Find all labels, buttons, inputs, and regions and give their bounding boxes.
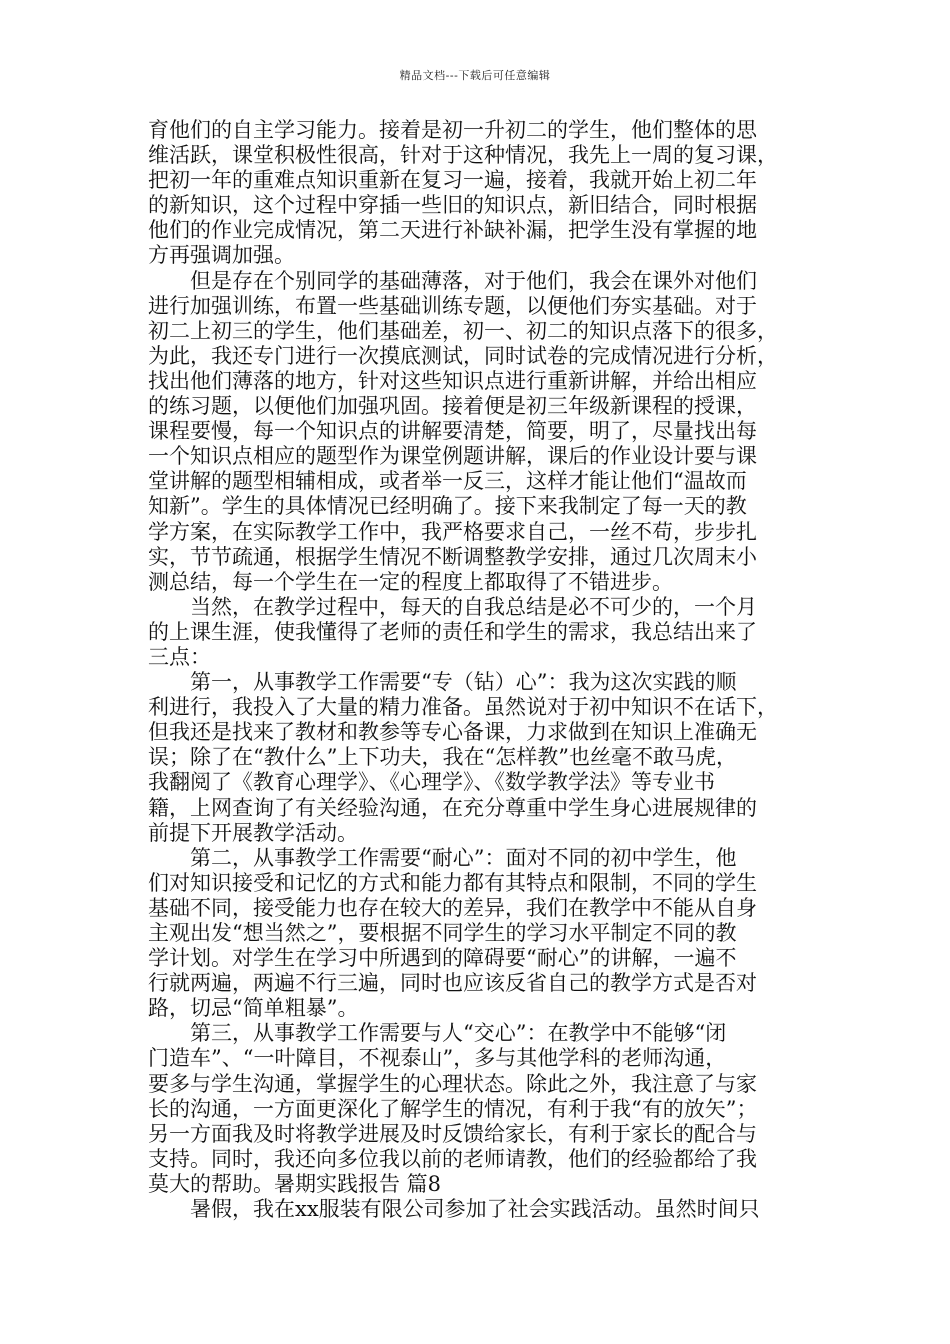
paragraph-first-line: 第二，从事教学工作需要“耐心”：面对不同的初中学生，他 bbox=[190, 845, 737, 870]
text-line: 三点： bbox=[148, 644, 211, 669]
text-line: 知新”。学生的具体情况已经明确了。接下来我制定了每一天的教 bbox=[148, 494, 747, 519]
text-line: 路，切忌“简单粗暴”。 bbox=[148, 996, 359, 1021]
text-line: 的上课生涯，使我懂得了老师的责任和学生的需求，我总结出来了 bbox=[148, 619, 757, 644]
text-line: 的新知识，这个过程中穿插一些旧的知识点，新旧结合，同时根据 bbox=[148, 193, 757, 218]
paragraph-first-line: 第三，从事教学工作需要与人“交心”：在教学中不能够“闭 bbox=[190, 1021, 727, 1046]
text-line: 误；除了在“教什么”上下功夫，我在“怎样教”也丝毫不敢马虎， bbox=[148, 745, 737, 770]
text-line: 主观出发“想当然之”，要根据不同学生的学习水平制定不同的教 bbox=[148, 921, 737, 945]
text-line: 的练习题，以便他们加强巩固。接着便是初三年级新课程的授课， bbox=[148, 394, 757, 419]
text-line: 一个知识点相应的题型作为课堂例题讲解，课后的作业设计要与课 bbox=[148, 444, 757, 469]
text-line: 进行加强训练，布置一些基础训练专题，以便他们夯实基础。对于 bbox=[148, 293, 757, 318]
text-line: 实，节节疏通，根据学生情况不断调整教学安排，通过几次周末小 bbox=[148, 544, 757, 569]
text-line: 找出他们薄落的地方，针对这些知识点进行重新讲解，并给出相应 bbox=[148, 368, 757, 393]
text-line: 要多与学生沟通，掌握学生的心理状态。除此之外，我注意了与家 bbox=[148, 1071, 757, 1096]
text-line: 莫大的帮助。暑期实践报告 篇8 bbox=[148, 1171, 442, 1196]
text-line: 基础不同，接受能力也存在较大的差异，我们在教学中不能从自身 bbox=[148, 895, 757, 920]
text-line: 为此，我还专门进行一次摸底测试，同时试卷的完成情况进行分析， bbox=[148, 343, 778, 368]
text-line: 门造车”、“一叶障目，不视泰山”，多与其他学科的老师沟通， bbox=[148, 1046, 727, 1071]
text-line: 初二上初三的学生，他们基础差，初一、初二的知识点落下的很多， bbox=[148, 318, 778, 343]
text-line: 但我还是找来了教材和教参等专心备课，力求做到在知识上准确无 bbox=[148, 720, 757, 745]
text-line: 把初一年的重难点知识重新在复习一遍，接着，我就开始上初二年 bbox=[148, 168, 757, 193]
text-line: 们对知识接受和记忆的方式和能力都有其特点和限制，不同的学生 bbox=[148, 870, 757, 895]
text-line: 我翻阅了《教育心理学》、《心理学》、《数学教学法》等专业书 bbox=[148, 770, 715, 795]
text-line: 方再强调加强。 bbox=[148, 243, 295, 268]
document-body bbox=[148, 118, 812, 1222]
text-line: 育他们的自主学习能力。接着是初一升初二的学生，他们整体的思 bbox=[148, 118, 757, 142]
page-header: 精品文档---下载后可任意编辑 bbox=[399, 69, 551, 82]
text-line: 学方案，在实际教学工作中，我严格要求自己，一丝不苟，步步扎 bbox=[148, 519, 757, 544]
text-line: 长的沟通，一方面更深化了解学生的情况，有利于我“有的放矢”； bbox=[148, 1096, 758, 1121]
text-line: 学计划。对学生在学习中所遇到的障碍要“耐心”的讲解，一遍不 bbox=[148, 946, 737, 971]
text-line: 支持。同时，我还向多位我以前的老师请教，他们的经验都给了我 bbox=[148, 1146, 757, 1171]
paragraph-first-line: 但是存在个别同学的基础薄落，对于他们，我会在课外对他们 bbox=[190, 268, 757, 293]
paragraph-first-line: 第一，从事教学工作需要“专（钻）心”：我为这次实践的顺 bbox=[190, 670, 737, 695]
text-line: 籍，上网查询了有关经验沟通，在充分尊重中学生身心进展规律的 bbox=[148, 795, 757, 820]
text-line: 课程要慢，每一个知识点的讲解要清楚，简要，明了，尽量找出每 bbox=[148, 419, 757, 444]
text-line: 利进行，我投入了大量的精力准备。虽然说对于初中知识不在话下， bbox=[148, 695, 778, 720]
text-line: 行就两遍，两遍不行三遍，同时也应该反省自己的教学方式是否对 bbox=[148, 971, 757, 996]
text-line: 维活跃，课堂积极性很高，针对于这种情况，我先上一周的复习课， bbox=[148, 143, 778, 168]
text-line: 测总结，每一个学生在一定的程度上都取得了不错进步。 bbox=[148, 569, 673, 594]
text-line: 另一方面我及时将教学进展及时反馈给家长，有利于家长的配合与 bbox=[148, 1121, 757, 1146]
paragraph-first-line: 当然，在教学过程中，每天的自我总结是必不可少的，一个月 bbox=[190, 594, 757, 619]
text-line: 堂讲解的题型相辅相成，或者举一反三，这样才能让他们“温故而 bbox=[148, 469, 747, 494]
text-line: 前提下开展教学活动。 bbox=[148, 820, 358, 845]
text-line: 他们的作业完成情况，第二天进行补缺补漏，把学生没有掌握的地 bbox=[148, 218, 757, 243]
paragraph-first-line: 暑假，我在xx服装有限公司参加了社会实践活动。虽然时间只 bbox=[190, 1197, 760, 1222]
